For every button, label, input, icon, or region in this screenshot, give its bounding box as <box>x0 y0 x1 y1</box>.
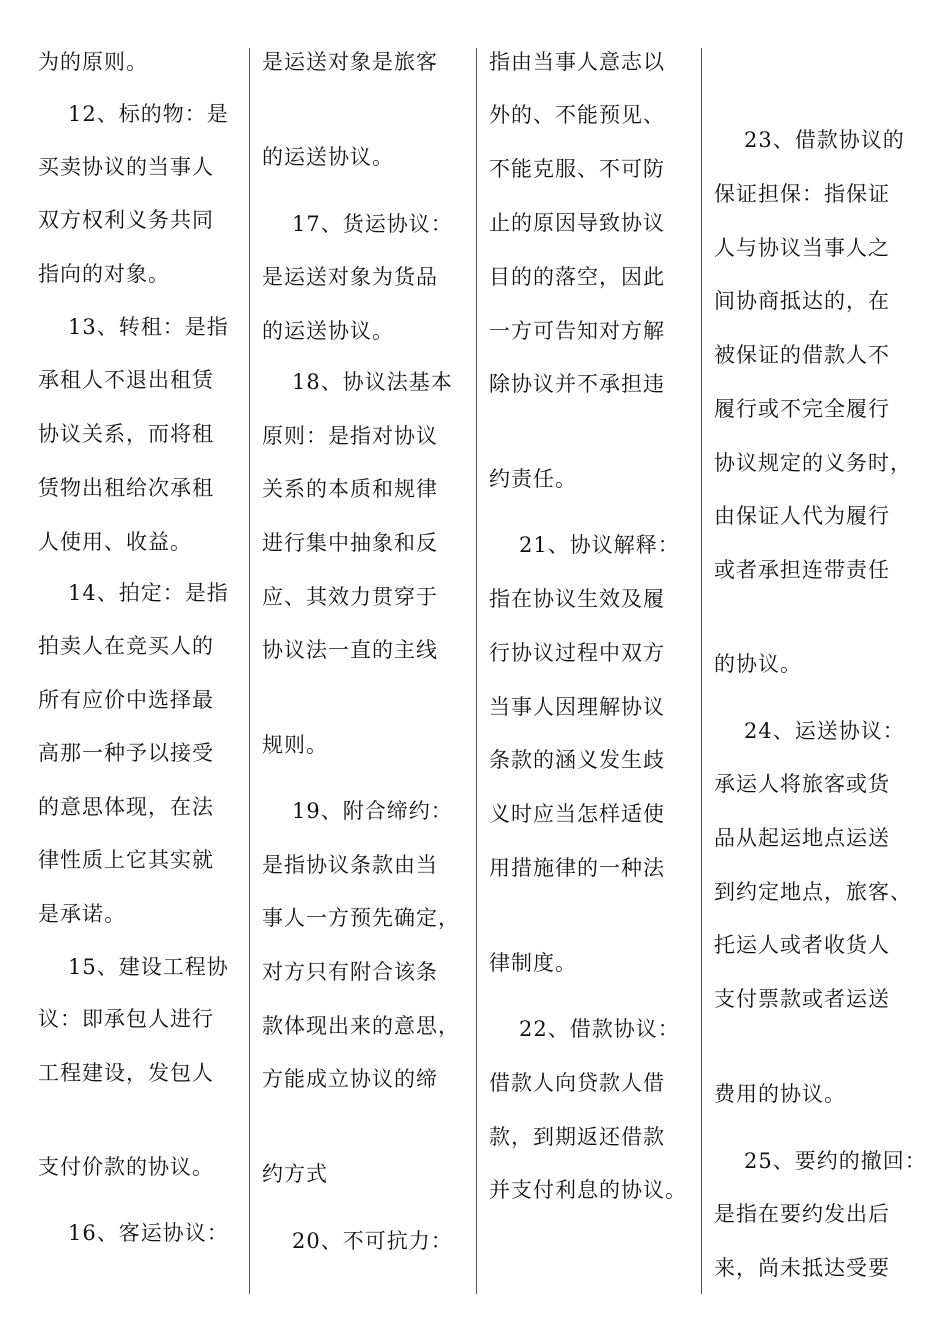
text-line: 约方式 <box>262 1162 328 1186</box>
text-line: 是指在要约发出后 <box>714 1202 890 1226</box>
text-line: 20、不可抗力： <box>292 1229 453 1253</box>
text-line: 指向的对象。 <box>38 262 170 286</box>
text-line: 13、转租：是指 <box>68 315 229 339</box>
text-line: 人使用、收益。 <box>38 530 192 554</box>
text-line: 支付票款或者运送 <box>714 987 890 1011</box>
text-line: 托运人或者收货人 <box>714 933 890 957</box>
text-line: 由保证人代为履行 <box>714 504 890 528</box>
text-line: 外的、不能预见、 <box>489 103 665 127</box>
text-line: 协议法一直的主线 <box>262 638 438 662</box>
text-line: 止的原因导致协议 <box>489 211 665 235</box>
text-line: 规则。 <box>262 733 328 757</box>
text-line: 是指协议条款由当 <box>262 853 438 877</box>
text-line: 原则：是指对协议 <box>262 424 438 448</box>
text-line: 来，尚未抵达受要 <box>714 1256 890 1280</box>
text-line: 到约定地点，旅客、 <box>714 880 912 904</box>
text-line: 承租人不退出租赁 <box>38 368 214 392</box>
text-line: 的意思体现，在法 <box>38 795 214 819</box>
text-line: 所有应价中选择最 <box>38 688 214 712</box>
text-line: 24、运送协议： <box>744 719 905 743</box>
text-line: 事人一方预先确定， <box>262 906 460 930</box>
text-line: 12、标的物：是 <box>68 102 229 126</box>
column-divider-1 <box>249 48 250 1294</box>
text-line: 协议关系，而将租 <box>38 422 214 446</box>
text-column-1 <box>38 0 246 1344</box>
text-line: 指在协议生效及履 <box>489 587 665 611</box>
text-line: 律性质上它其实就 <box>38 848 214 872</box>
text-line: 是运送对象是旅客 <box>262 50 438 74</box>
text-line: 对方只有附合该条 <box>262 960 438 984</box>
text-line: 应、其效力贯穿于 <box>262 585 438 609</box>
text-line: 买卖协议的当事人 <box>38 155 214 179</box>
text-column-2 <box>262 0 474 1344</box>
text-line: 约责任。 <box>489 467 577 491</box>
text-line: 双方权利义务共同 <box>38 208 214 232</box>
text-line: 关系的本质和规律 <box>262 477 438 501</box>
text-line: 间协商抵达的，在 <box>714 289 890 313</box>
text-line: 的运送协议。 <box>262 319 394 343</box>
text-line: 不能克服、不可防 <box>489 157 665 181</box>
text-line: 义时应当怎样适使 <box>489 802 665 826</box>
text-line: 承运人将旅客或货 <box>714 772 890 796</box>
text-line: 为的原则。 <box>38 50 148 74</box>
text-line: 被保证的借款人不 <box>714 343 890 367</box>
text-line: 费用的协议。 <box>714 1082 846 1106</box>
text-line: 议：即承包人进行 <box>38 1007 214 1031</box>
text-line: 15、建设工程协 <box>68 955 229 979</box>
text-line: 借款人向贷款人借 <box>489 1071 665 1095</box>
text-line: 律制度。 <box>489 951 577 975</box>
text-line: 拍卖人在竞买人的 <box>38 634 214 658</box>
text-line: 履行或不完全履行 <box>714 397 890 421</box>
text-line: 或者承担连带责任 <box>714 558 890 582</box>
text-line: 条款的涵义发生歧 <box>489 748 665 772</box>
text-line: 17、货运协议： <box>292 212 453 236</box>
text-line: 高那一种予以接受 <box>38 741 214 765</box>
text-line: 用措施律的一种法 <box>489 856 665 880</box>
text-line: 是运送对象为货品 <box>262 265 438 289</box>
text-line: 当事人因理解协议 <box>489 695 665 719</box>
column-divider-2 <box>476 48 477 1294</box>
text-line: 19、附合缔约： <box>292 799 453 823</box>
text-line: 22、借款协议： <box>519 1017 680 1041</box>
text-line: 除协议并不承担违 <box>489 372 665 396</box>
text-column-3 <box>489 0 699 1344</box>
text-line: 支付价款的协议。 <box>38 1155 214 1179</box>
text-line: 保证担保：指保证 <box>714 182 890 206</box>
text-line: 品从起运地点运送 <box>714 826 890 850</box>
text-line: 款，到期返还借款 <box>489 1125 665 1149</box>
text-line: 的协议。 <box>714 652 802 676</box>
text-line: 方能成立协议的缔 <box>262 1067 438 1091</box>
text-line: 协议规定的义务时， <box>714 451 912 475</box>
text-line: 一方可告知对方解 <box>489 319 665 343</box>
text-line: 并支付利息的协议。 <box>489 1178 687 1202</box>
text-line: 23、借款协议的 <box>744 128 905 152</box>
text-line: 是承诺。 <box>38 902 126 926</box>
text-line: 14、拍定：是指 <box>68 581 229 605</box>
text-line: 目的的落空，因此 <box>489 265 665 289</box>
text-line: 工程建设，发包人 <box>38 1061 214 1085</box>
text-column-4 <box>714 0 950 1344</box>
text-line: 21、协议解释： <box>519 533 680 557</box>
text-line: 18、协议法基本 <box>292 370 453 394</box>
text-line: 16、客运协议： <box>68 1221 229 1245</box>
column-divider-3 <box>701 48 702 1294</box>
text-line: 赁物出租给次承租 <box>38 476 214 500</box>
text-line: 进行集中抽象和反 <box>262 531 438 555</box>
text-line: 款体现出来的意思， <box>262 1014 460 1038</box>
text-line: 行协议过程中双方 <box>489 641 665 665</box>
text-line: 指由当事人意志以 <box>489 50 665 74</box>
text-line: 的运送协议。 <box>262 145 394 169</box>
text-line: 25、要约的撤回： <box>744 1149 927 1173</box>
text-line: 人与协议当事人之 <box>714 236 890 260</box>
